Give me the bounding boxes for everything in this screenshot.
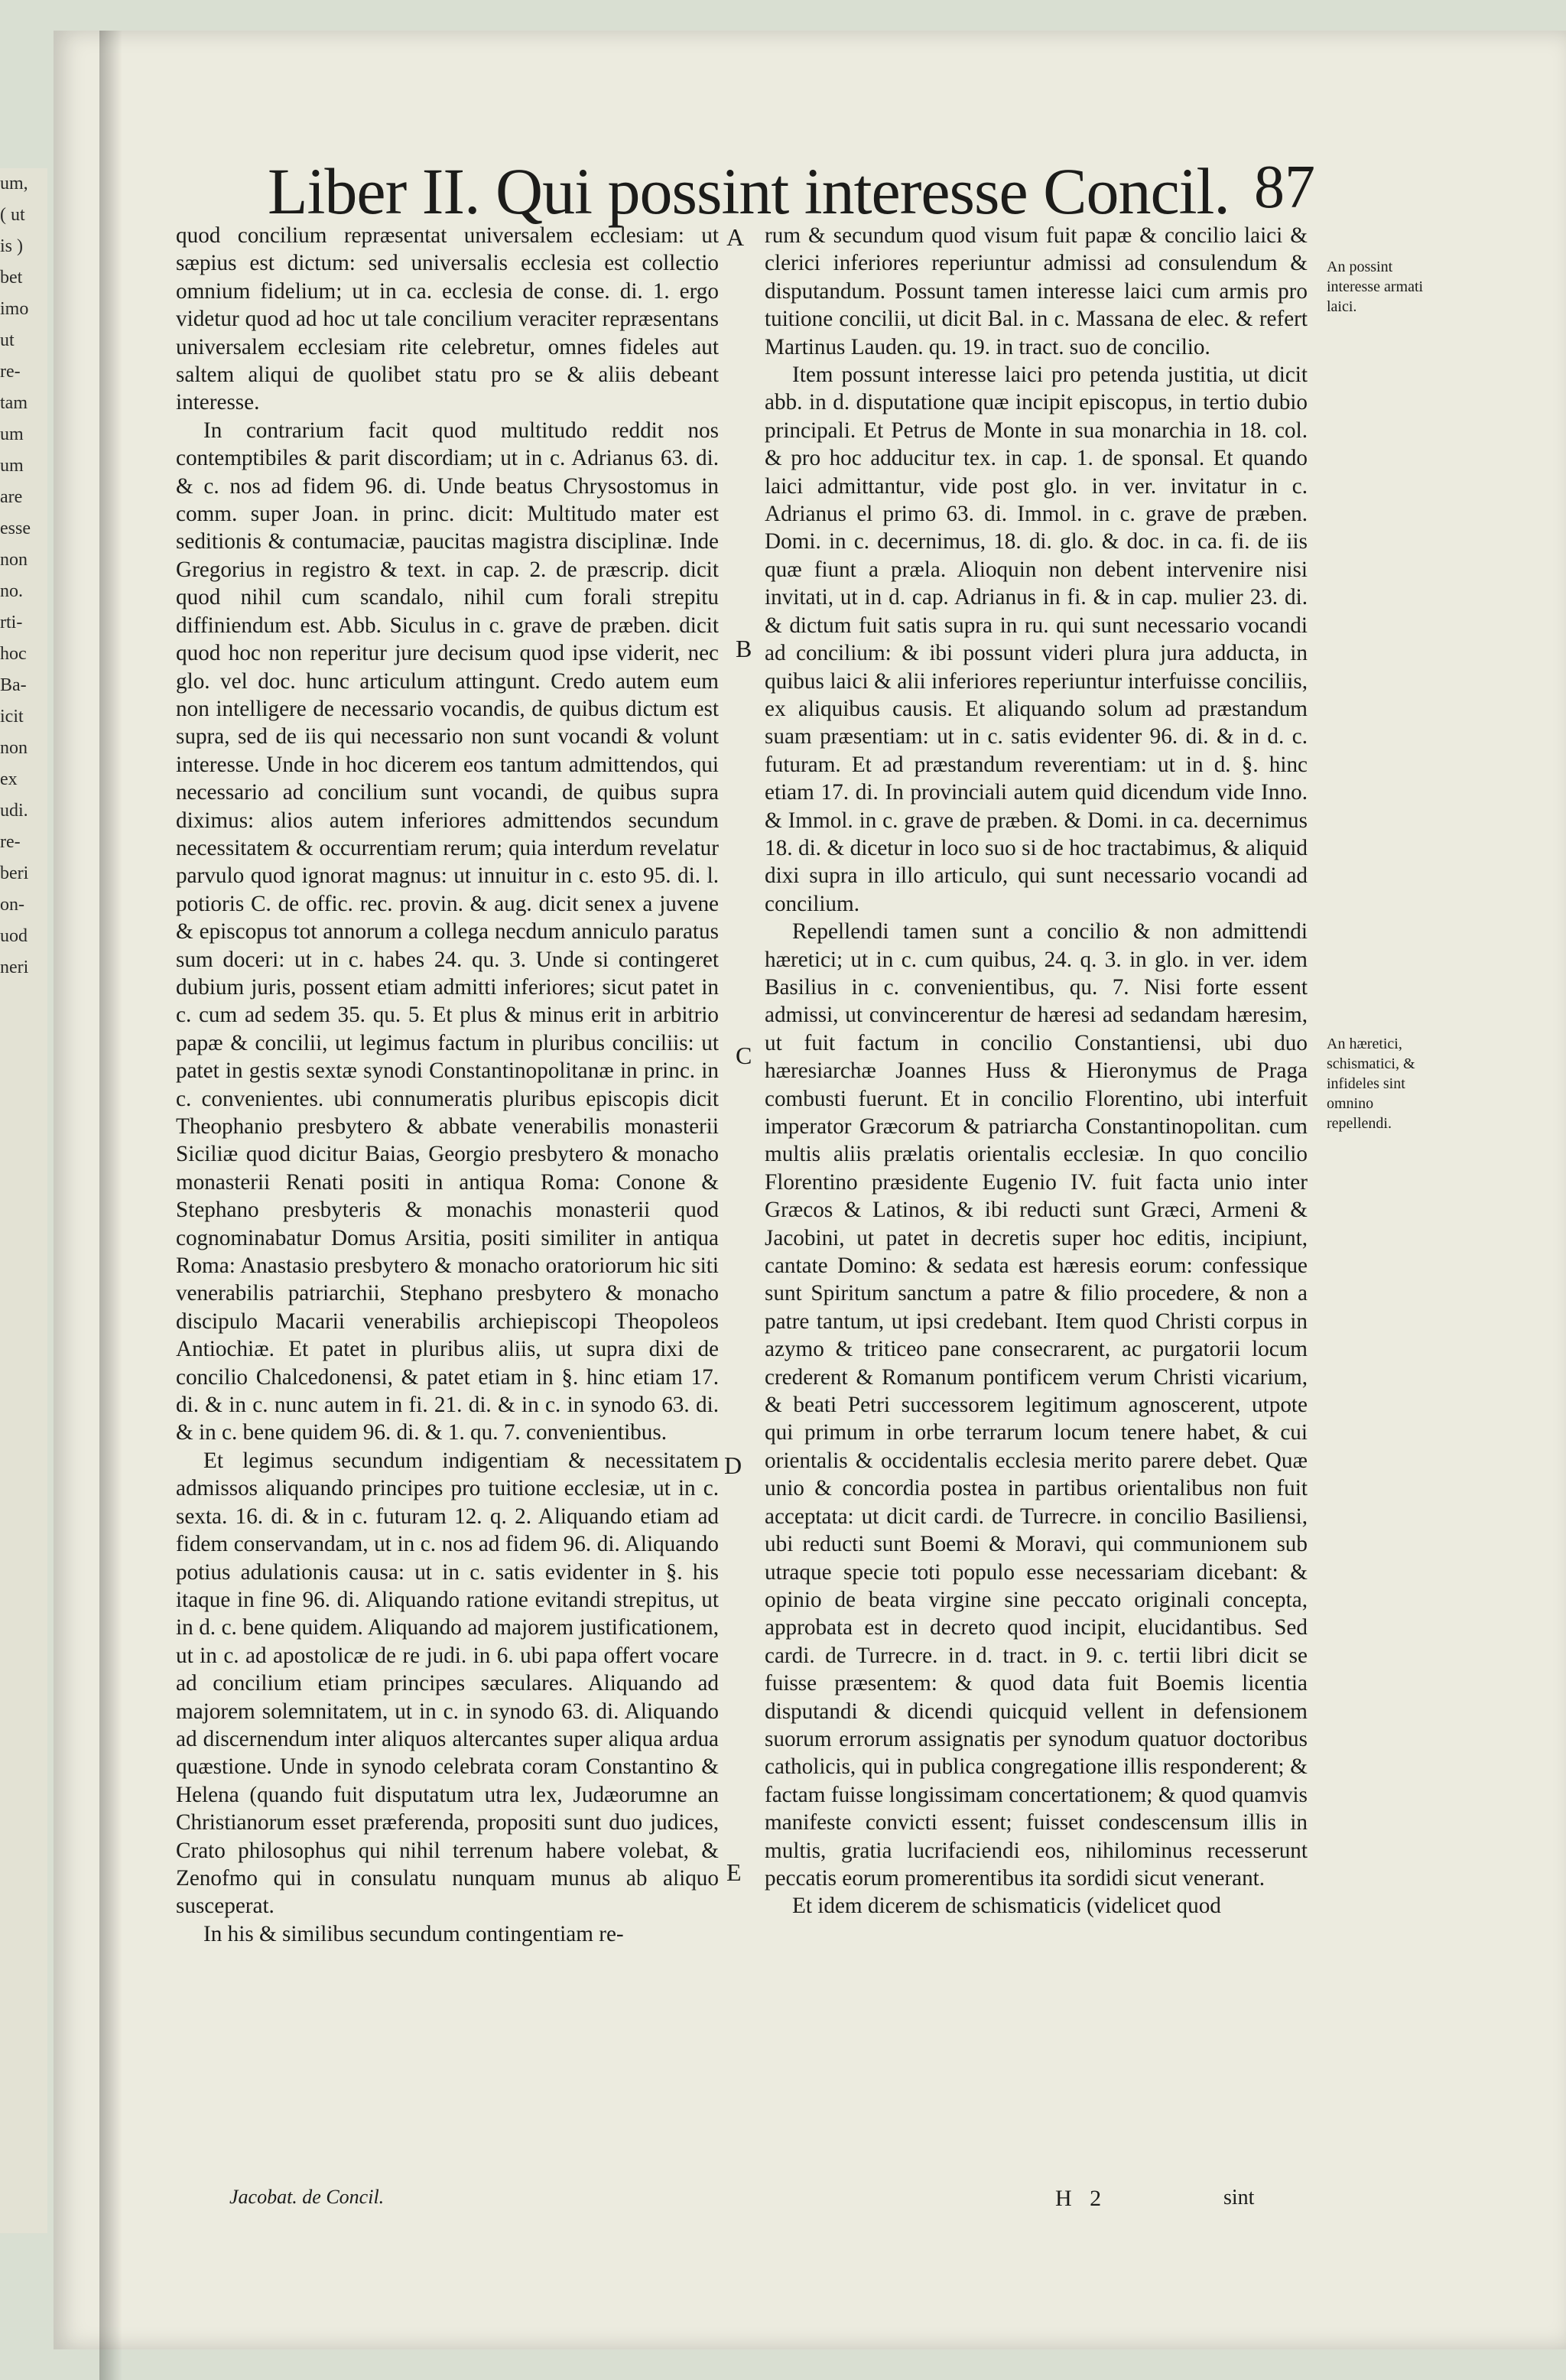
section-letter-a: A: [726, 223, 745, 251]
left-column: [176, 222, 719, 1948]
signature-mark: H 2: [1055, 2186, 1108, 2211]
previous-page-fragment: is ): [0, 236, 23, 256]
margin-note: An possint interesse armati laici.: [1327, 258, 1424, 315]
previous-page-fragment: Ba-: [0, 675, 27, 695]
margin-note: An hæretici, schismatici, & infideles sint omnino repellendi.: [1327, 1036, 1415, 1132]
previous-page-fragment: non: [0, 738, 28, 758]
section-letter-d: D: [724, 1452, 742, 1479]
paragraph: Et idem dicerem de schismaticis (videlicet quod: [792, 1894, 1221, 1919]
previous-page-fragment: esse: [0, 519, 31, 538]
paragraph: Item possunt interesse laici pro petenda justitia, ut dicit abb. in d. disputatione quæ incipit episcopus, in tertio dubio principali. Et Petrus de Monte in sua monarchia in 18. col. & pro hoc adducitur tex. in cap. 1. de sponsal. Et quando laici admittantur, vide post glo. in ver. invitatur in c. Adrianus el primo 63. di. Immol. in c. grave de præben. Domi. in c. decernimus, 18. di. glo. & doc. in ca. fi. de iis quæ fiunt a præla. Alioquin non debent intervenire nisi invitati, ut in d. cap. Adrianus in fi. & in cap. mulier 23. di. & dictum fuit satis supra in ru. qui sunt necessario vocandi ad concilium: & ibi possunt videri plura jura adducta, in quibus laici & alii inferiores reperiuntur interfuisse conciliis, ex aliquibus causis. Et aliquando solum ad præstandum suam præsentiam: ut in c. satis evidenter 96. di. & in d. c. futuram. Et ad præstandum reverentiam: ut in d. §. hinc etiam 17. di. In provinciali autem quid dicendum vide Inno. & Immol. in c. grave de præben. & Domi. in ca. decernimus 18. di. & dicetur in loco suo si de hoc tractabimus, & aliquid dixi supra in illo articulo, qui sunt necessario vocandi ad concilium.: [765, 363, 1308, 916]
paragraph: Et legimus secundum indigentiam & necessitatem admissos aliquando principes pro tuitione ecclesiæ, ut in c. sexta. 16. di. & in c. futuram 12. q. 2. Aliquando etiam ad fidem conservandam, ut in c. nos ad fidem 96. di. Aliquando potius adulationis causa: ut in c. satis evidenter in §. his itaque in fine 96. di. Aliquando ratione evitandi strepitus, ut in d. c. bene quidem. Aliquando ad majorem justificationem, ut in c. ad apostolicæ de re judi. in 6. ubi papa offert vocare ad concilium etiam principes sæculares. Aliquando ad majorem solemnitatem, ut in c. in synodo 63. di. Aliquando ad discernendum inter aliquos altercantes super aliqua ardua quæstione. Unde in synodo celebrata coram Constantino & Helena (quando fuit disputatum utra lex, Judæorumne an Christianorum esset præferenda, propositi sunt duo judices, Crato philosophus qui nihil terrenum habere volebat, & Zenofmo qui in consulatu nunquam munus ab aliquo susceperat.: [176, 1448, 719, 1919]
previous-page-fragment: um,: [0, 174, 28, 193]
section-letter-b: B: [736, 635, 752, 662]
page-gutter-shadow: [99, 31, 122, 2380]
previous-page-fragment: icit: [0, 707, 24, 727]
previous-page-fragment: imo: [0, 299, 29, 319]
paragraph: quod concilium repræsentat universalem ecclesiam: ut sæpius est dictum: sed universalis ecclesia est collectio omnium fidelium; ut in ca. ecclesia de conse. di. 1. ergo videtur quod ad hoc ut tale concilium veraciter repræsentans universalem ecclesiam rite celebretur, omnes fideles aut saltem aliqui de quolibet statu pro se & aliis debeant interesse.: [176, 223, 719, 415]
previous-page-edge: [0, 168, 47, 2233]
previous-page-fragment: hoc: [0, 644, 27, 664]
previous-page-fragment: re-: [0, 362, 21, 382]
previous-page-fragment: tam: [0, 393, 28, 413]
previous-page-fragment: ex: [0, 769, 18, 789]
paragraph: rum & secundum quod visum fuit papæ & concilio laici & clerici inferiores reperiuntur admissi ad consulendum & disputandum. Possunt tamen interesse laici cum armis pro tuitione concilii, ut dicit Bal. in c. Massana de elec. & refert Martinus Lauden. qu. 19. in tract. suo de concilio.: [765, 223, 1308, 359]
previous-page-fragment: are: [0, 487, 23, 507]
page-number: 87: [1254, 154, 1315, 221]
paragraph: Repellendi tamen sunt a concilio & non admittendi hæretici; ut in c. cum quibus, 24. q. 3. in glo. in ver. idem Basilius in c. convenientibus, qu. 7. Nisi forte essent admissi, ut convincerentur de hæresi ad sedandam hæresim, ut fuit factum in concilio Constantiensi, ubi duo hæresiarchæ Joannes Huss & Hieronymus de Praga combusti fuerunt. Et in concilio Florentino, ubi interfuit imperator Græcorum & patriarcha Constantinopolitan. cum multis aliis prælatis orientalis ecclesiæ. In quo concilio Florentino præsidente Eugenio IV. fuit facta unio inter Græcos & Latinos, & ibi reducti sunt Græci, Armeni & Jacobini, ut patet in decretis super hoc editis, incipiunt, cantate Domino: & sedata est hæresis eorum: confessique sunt Spiritum sanctum a patre & filio procedere, & non a patre tantum, ut ipsi credebant. Item quod Christi corpus in azymo & triticeo pane consecrarent, ac purgatorii locum crederent & Romanum pontificem verum Christi vicarium, & beati Petri successorem legitimum agnoscerent, utpote qui primum in orbe terrarum locum tenere habet, & cui orientalis & occidentalis ecclesia merito parere debet. Quæ unio & concordia postea in partibus orientalibus non fuit acceptata: ut dicit cardi. de Turrecre. in concilio Basiliensi, ubi reducti sunt Boemi & Moravi, qui communionem sub utraque specie toti populo esse necessariam dicebant: & opinio de beata virgine sine peccato originali concepta, approbata est in decreto quod incipit, elucidantibus. Sed cardi. de Turrecre. in d. tract. in 9. c. tertii libri dicit se fuisse præsentem: & quod data fuit Boemis licentia disputandi & dicendi quicquid vellent in defensionem suorum errorum assignatis per synodum quatuor doctoribus catholicis, qui in publica congregatione illis responderent; & factam fuisse longissimam concertationem; & quod quamvis manifeste convicti essent; fuisset condescensum illis in multis, gratia lucrifaciendi eos, nihilominus recesserunt peccatis eorum promerentibus ita sordidi sicut venerant.: [765, 919, 1308, 1891]
section-letter-e: E: [726, 1858, 742, 1886]
footer-title: Jacobat. de Concil.: [229, 2186, 385, 2208]
previous-page-fragment: um: [0, 456, 24, 476]
paragraph: In his & similibus secundum contingentiam re-: [203, 1921, 624, 1946]
previous-page-fragment: neri: [0, 958, 29, 977]
previous-page-fragment: udi.: [0, 801, 28, 821]
previous-page-fragment: uod: [0, 926, 28, 946]
running-header: Liber II. Qui possint interesse Concil.: [268, 154, 1230, 228]
previous-page-fragment: beri: [0, 863, 29, 883]
section-letter-c: C: [736, 1042, 752, 1069]
right-column: [765, 222, 1308, 1920]
previous-page-fragment: ut: [0, 330, 15, 350]
paragraph: In contrarium facit quod multitudo reddit nos contemptibiles & parit discordiam; ut in c. Adrianus 63. di. & c. nos ad fidem 96. di. Unde beatus Chrysostomus in comm. super Joan. in princ. dicit: Multitudo mater est seditionis & contumaciæ, paucitas magistra disciplinæ. Inde Gregorius in registro & text. in cap. 2. de præscrip. dicit quod nihil cum scandalo, nihil cum forali strepitu diffiniendum est. Abb. Siculus in c. grave de præben. dicit quod hoc non reperitur jure decisum quod ipse viderit, nec glo. vel doc. hunc articulum attingunt. Credo autem eum non intelligere de necessario vocandis, de quibus dictum est supra, sed de iis qui necessario non sunt vocandi & volunt interesse. Unde in hoc dicerem eos tantum admittendos, qui necessario ad concilium sunt vocandi, de quibus supra diximus: alios autem inferiores admittendos secundum necessitatem & occurrentiam rerum; quia interdum revelatur parvulo quod ignorat magnus: ut innuitur in c. esto 95. di. l. potioris C. de offic. rec. provin. & aug. dicit senex a juvene & episcopus tot annorum a collega necdum anniculo paratus sum doceri: ut in c. habes 24. qu. 3. Unde si contingeret dubium juris, possent etiam admitti inferiores; sicut patet in c. cum ad sedem 35. qu. 5. Et plus & minus erit in arbitrio papæ & concilii, ut legimus factum in pluribus conciliis: ut patet in gestis sextæ synodi Constantinopolitanæ in princ. in c. convenientes. ubi connumeratis pluribus episcopis dicit Theophanio presbytero & abbate venerabilis monasterii Siciliæ quod dicitur Baias, Georgio presbytero & monacho monasterii Renati positi in antiqua Roma: Conone & Stephano presbyteris & monachis monasterii quod cognominabatur Domus Arsitia, positi similiter in antiqua Roma: Anastasio presbytero & monacho oratoriorum hic siti venerabilis patriarchii, Stephano presbytero & monacho discipulo Macarii venerabilis archiepiscopi Theopoleos Antiochiæ. Et patet in pluribus aliis, ut supra dixi de concilio Chalcedonensi, & patet etiam in §. hinc etiam 17. di. & in c. nunc autem in fi. 21. di. & in c. in synodo 63. di. & in c. bene quidem 96. di. & 1. qu. 7. convenientibus.: [176, 418, 719, 1445]
previous-page-fragment: um: [0, 424, 24, 444]
previous-page-fragment: on-: [0, 895, 24, 915]
previous-page-fragment: non: [0, 550, 28, 570]
previous-page-fragment: re-: [0, 832, 21, 852]
previous-page-fragment: rti-: [0, 613, 23, 632]
previous-page-fragment: ( ut: [0, 205, 25, 225]
previous-page-fragment: bet: [0, 268, 23, 288]
previous-page-fragment: no.: [0, 581, 23, 601]
catchword: sint: [1223, 2186, 1255, 2209]
